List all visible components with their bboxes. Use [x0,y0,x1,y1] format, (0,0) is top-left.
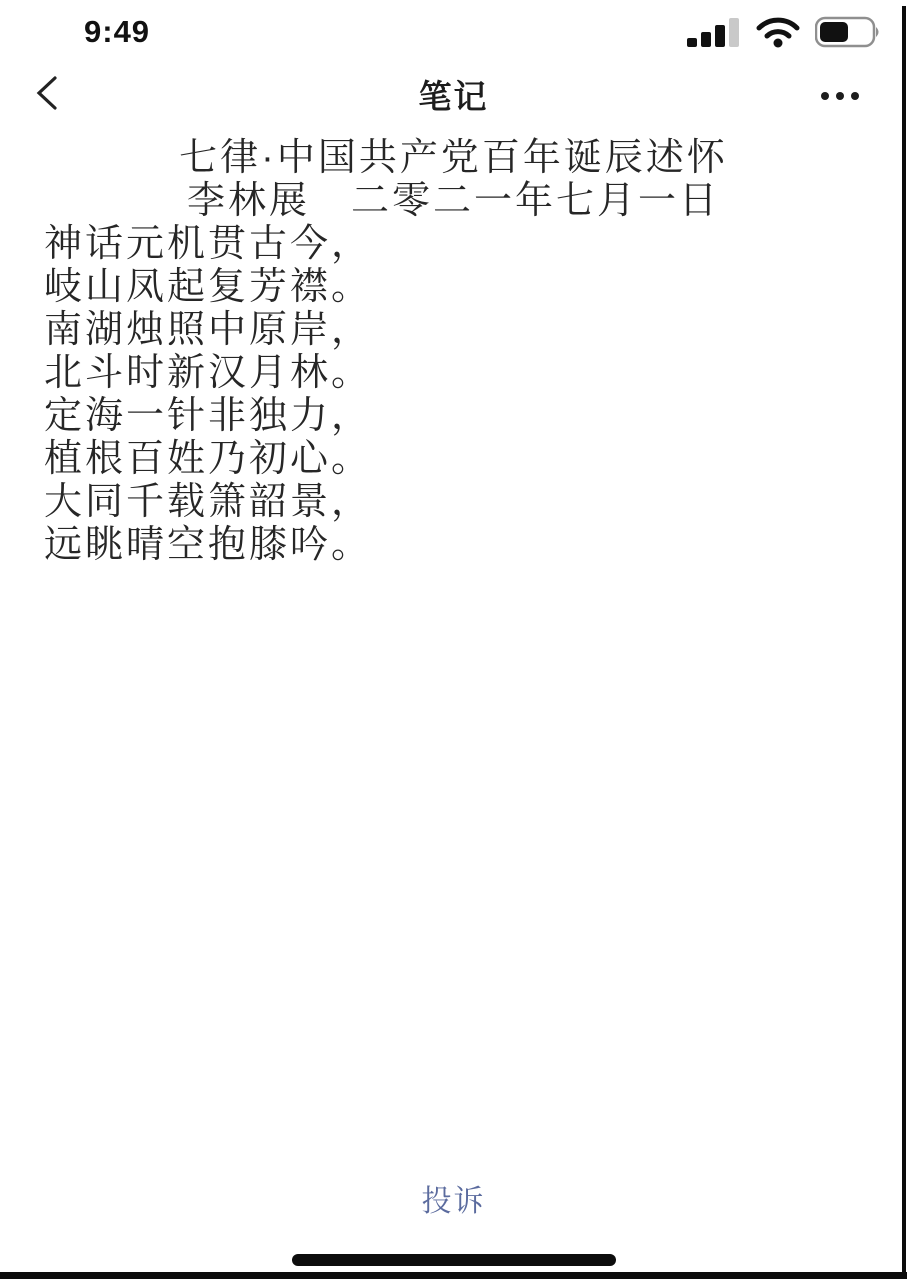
more-menu-button[interactable] [819,86,861,106]
report-link[interactable]: 投诉 [421,1185,486,1218]
status-icons [687,16,881,48]
status-bar [0,10,907,54]
ellipsis-icon [821,92,829,100]
poem-line: 植根百姓乃初心。 [44,438,373,480]
poem-title: 七律·中国共产党百年诞辰述怀 [179,137,728,179]
note-content [0,137,907,567]
poem-line: 南湖烛照中原岸， [44,309,373,351]
poem-line: 岐山凤起复芳襟。 [44,266,373,308]
home-indicator[interactable] [292,1254,616,1266]
status-time: 9:49 [84,14,151,49]
nav-bar [0,68,907,120]
screen-edge-bottom [0,1272,907,1279]
poem-byline: 李林展 二零二一年七月一日 [186,180,720,222]
poem-line: 定海一针非独力， [44,395,373,437]
screen-edge-right [902,6,906,1279]
back-button[interactable] [34,74,64,114]
poem-line: 北斗时新汉月林。 [44,352,373,394]
wifi-icon [756,16,800,48]
poem-line: 远眺晴空抱膝吟。 [44,524,373,566]
cellular-signal-icon [687,16,741,48]
poem-line: 神话元机贯古今， [44,223,373,265]
poem-line: 大同千载箫韶景， [44,481,373,523]
battery-icon [815,16,881,48]
chevron-left-icon [34,74,64,112]
page-title: 笔记 [418,77,489,115]
